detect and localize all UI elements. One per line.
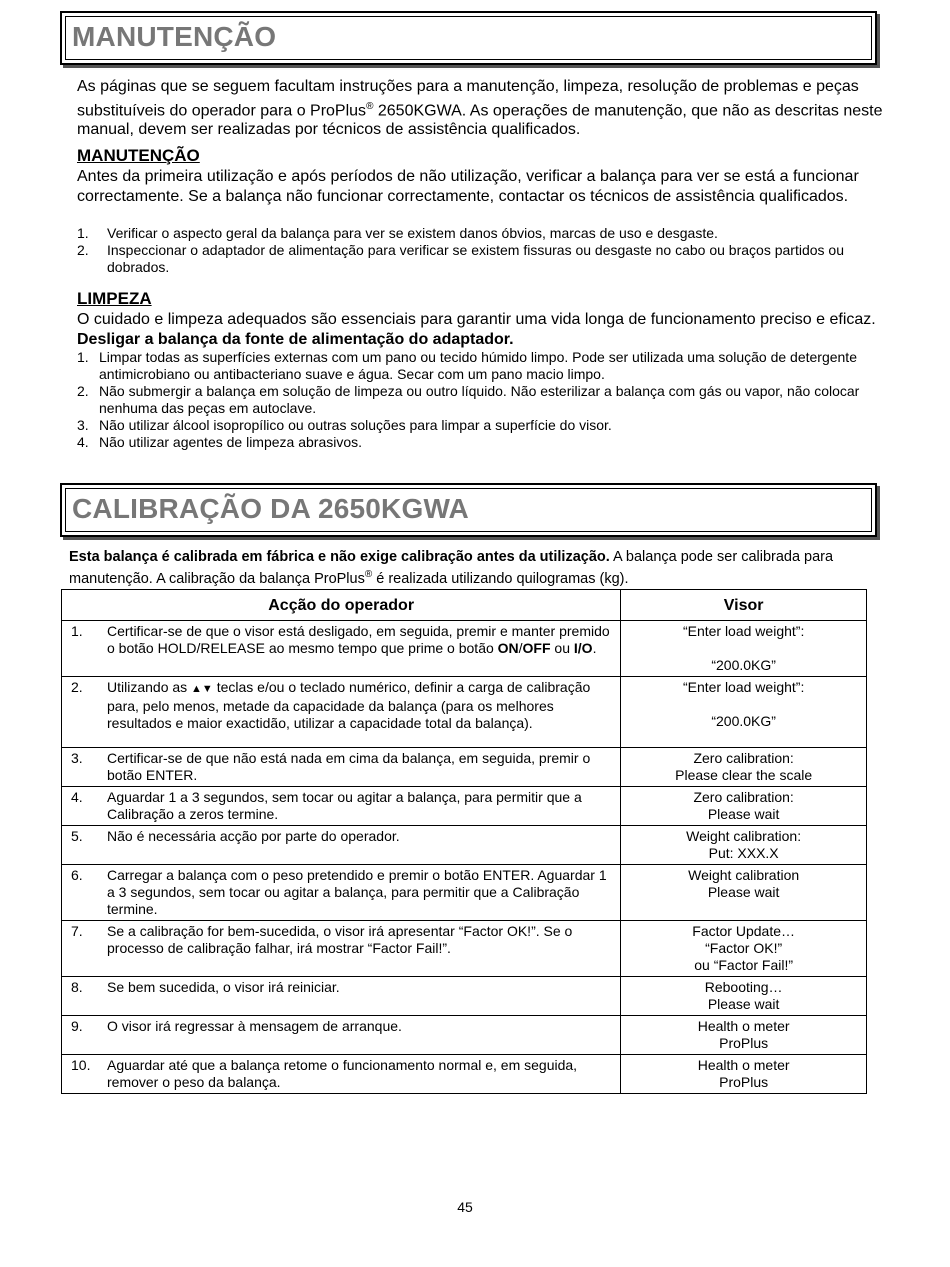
action-cell [62,621,621,677]
display-line: Zero calibration: [693,789,794,805]
action-text: Não é necessária acção por parte do operador. [107,828,400,844]
action-text: Aguardar 1 a 3 segundos, sem tocar ou agitar a balança, para permitir que a Calibração a zeros termine. [107,789,582,822]
step-number: 3. [71,750,83,766]
display-line: “200.0KG” [711,713,776,729]
display-cell [621,748,867,787]
table-row [62,865,867,921]
step-number: 10. [71,1057,91,1073]
col-header-display: Visor [621,590,867,621]
list-item-number: 2. [77,242,89,258]
action-text: Se a calibração for bem-sucedida, o visor irá apresentar “Factor OK!”. Se o processo de calibração falhar, irá mostrar “Factor Fail!”. [107,923,573,956]
limpeza-list [77,349,872,451]
display-line: Please wait [707,884,780,900]
step-number: 2. [71,679,83,695]
action-text: Certificar-se de que não está nada em cima da balança, em seguida, premir o botão ENTER. [107,750,591,783]
display-cell [621,787,867,826]
action-cell [62,977,621,1016]
calibration-intro-text-a: A balança pode ser calibrada para manutenção. A calibração da balança ProPlus [69,549,834,587]
action-text: teclas e/ou o teclado numérico, definir a carga de calibração para, pelo menos, metade da capacidade da balança (para os melhores resultados e maior exactidão, utilizar a capacidade total da balança). [107,679,591,731]
display-line: “Enter load weight”: [682,679,805,695]
maintenance-section-banner [60,11,877,65]
list-item [77,349,872,383]
display-line: “Enter load weight”: [682,623,805,639]
action-cell [62,748,621,787]
action-text: Utilizando as [107,679,192,695]
maintenance-section-title: MANUTENÇÃO [72,21,277,52]
display-cell [621,1055,867,1094]
col-header-action: Acção do operador [62,590,621,621]
display-cell [621,977,867,1016]
calibration-section-banner [60,483,877,537]
manutencao-heading: MANUTENÇÃO [77,146,200,165]
display-line: ProPlus [719,1074,769,1090]
action-cell [62,1055,621,1094]
display-line: Health o meter [697,1018,790,1034]
page-number: 45 [457,1199,473,1215]
manutencao-paragraph: Antes da primeira utilização e após períodos de não utilização, verificar a balança para ver se está a funcionar correctamente. Se a balança não funcionar correctamente, contactar os técnicos de assistência qualificados. [77,168,859,205]
limpeza-text: O cuidado e limpeza adequados são essenciais para garantir uma vida longa de funcionamento preciso e eficaz. [77,311,876,328]
display-line: ou “Factor Fail!” [694,957,794,973]
display-line: Please clear the scale [675,767,813,783]
step-number: 5. [71,828,83,844]
table-row [62,977,867,1016]
list-item-text: Não utilizar agentes de limpeza abrasivos. [99,434,363,450]
step-number: 1. [71,623,83,639]
table-row [62,1055,867,1094]
action-cell [62,787,621,826]
list-item-text: Limpar todas as superfícies externas com um pano ou tecido húmido limpo. Pode ser utilizada uma solução de detergente antimicrobiano ou antibacteriano suave e água. Secar com um pano macio limpo. [99,349,857,382]
list-item-text: Não utilizar álcool isopropílico ou outras soluções para limpar a superfície do visor. [99,417,612,433]
step-number: 7. [71,923,83,939]
display-line: Put: XXX.X [708,845,779,861]
action-text: Se bem sucedida, o visor irá reiniciar. [107,979,340,995]
action-cell [62,677,621,748]
list-item-text: Verificar o aspecto geral da balança para ver se existem danos óbvios, marcas de uso e desgaste. [107,225,718,241]
intro-text-b: 2650KGWA. As operações de manutenção, que não as descritas neste manual, devem ser realizadas por técnicos de assistência qualificados. [77,101,883,139]
list-item-number: 1. [77,225,89,241]
list-item [77,225,867,242]
limpeza-heading: LIMPEZA [77,289,152,308]
table-row [62,677,867,748]
on-label: ON [497,640,519,656]
action-text: Carregar a balança com o peso pretendido e premir o botão ENTER. Aguardar 1 a 3 segundos, sem tocar ou agitar a balança, para permitir que a Calibração termine. [107,867,607,917]
display-cell [621,677,867,748]
step-number: 8. [71,979,83,995]
table-header-row [62,590,867,621]
table-row [62,826,867,865]
table-row [62,1016,867,1055]
action-text: / [518,640,523,656]
display-line: Please wait [707,996,780,1012]
display-line: ProPlus [719,1035,769,1051]
step-number: 4. [71,789,83,805]
arrow-up-down-icon: ▲▼ [191,683,213,695]
calibration-intro-text-b: é realizada utilizando quilogramas (kg). [372,570,629,587]
calibration-table [61,589,867,1094]
calibration-intro [69,548,899,588]
display-line: Rebooting… [704,979,783,995]
action-cell [62,865,621,921]
display-cell [621,865,867,921]
calibration-intro-bold: Esta balança é calibrada em fábrica e não exige calibração antes da utilização. [69,549,610,565]
calibration-section-title: CALIBRAÇÃO DA 2650KGWA [72,493,469,524]
list-item [77,417,872,434]
action-text: ou [550,640,574,656]
list-item-number: 1. [77,349,89,365]
action-text: . [592,640,597,656]
display-line: Weight calibration [688,867,800,883]
action-cell [62,921,621,977]
off-label: OFF [522,640,551,656]
table-row [62,921,867,977]
action-text: Aguardar até que a balança retome o funcionamento normal e, em seguida, remover o peso da balança. [107,1057,578,1090]
action-cell [62,826,621,865]
display-line [625,640,862,657]
list-item-number: 3. [77,417,89,433]
display-cell [621,826,867,865]
list-item [77,383,872,417]
table-row [62,748,867,787]
action-text: Certificar-se de que o visor está desligado, em seguida, premir e manter premido o botão HOLD/RELEASE ao mesmo tempo que prime o botão [107,623,610,656]
registered-mark: ® [366,100,374,112]
list-item-text: Inspeccionar o adaptador de alimentação para verificar se existem fissuras ou desgaste no cabo ou braços partidos ou dobrados. [107,242,844,275]
step-number: 9. [71,1018,83,1034]
action-cell [62,1016,621,1055]
display-cell [621,921,867,977]
display-line: Please wait [707,806,780,822]
display-line: Zero calibration: [693,750,794,766]
io-label: I/O [573,640,593,656]
display-line: “200.0KG” [711,657,776,673]
manutencao-list [77,225,867,276]
list-item-number: 2. [77,383,89,399]
list-item [77,434,872,451]
display-line: Factor Update… [692,923,795,939]
limpeza-warning: Desligar a balança da fonte de alimentação do adaptador. [77,330,514,348]
display-line [625,696,862,713]
display-line: Weight calibration: [686,828,802,844]
display-cell [621,621,867,677]
list-item-text: Não submergir a balança em solução de limpeza ou outro líquido. Não esterilizar a balança com gás ou vapor, não colocar nenhuma das peças em autoclave. [99,383,860,416]
list-item-number: 4. [77,434,89,450]
display-line: “Factor OK!” [705,940,783,956]
list-item [77,242,867,276]
registered-mark: ® [364,569,373,580]
step-number: 6. [71,867,83,883]
intro-text-a: As páginas que se seguem facultam instruções para a manutenção, limpeza, resolução de problemas e peças substituíveis do operador para o ProPlus [77,78,859,119]
display-line: Health o meter [697,1057,790,1073]
intro-paragraph [77,77,912,140]
table-row [62,787,867,826]
table-row [62,621,867,677]
action-text: O visor irá regressar à mensagem de arranque. [107,1018,402,1034]
display-cell [621,1016,867,1055]
limpeza-paragraph [77,310,887,349]
